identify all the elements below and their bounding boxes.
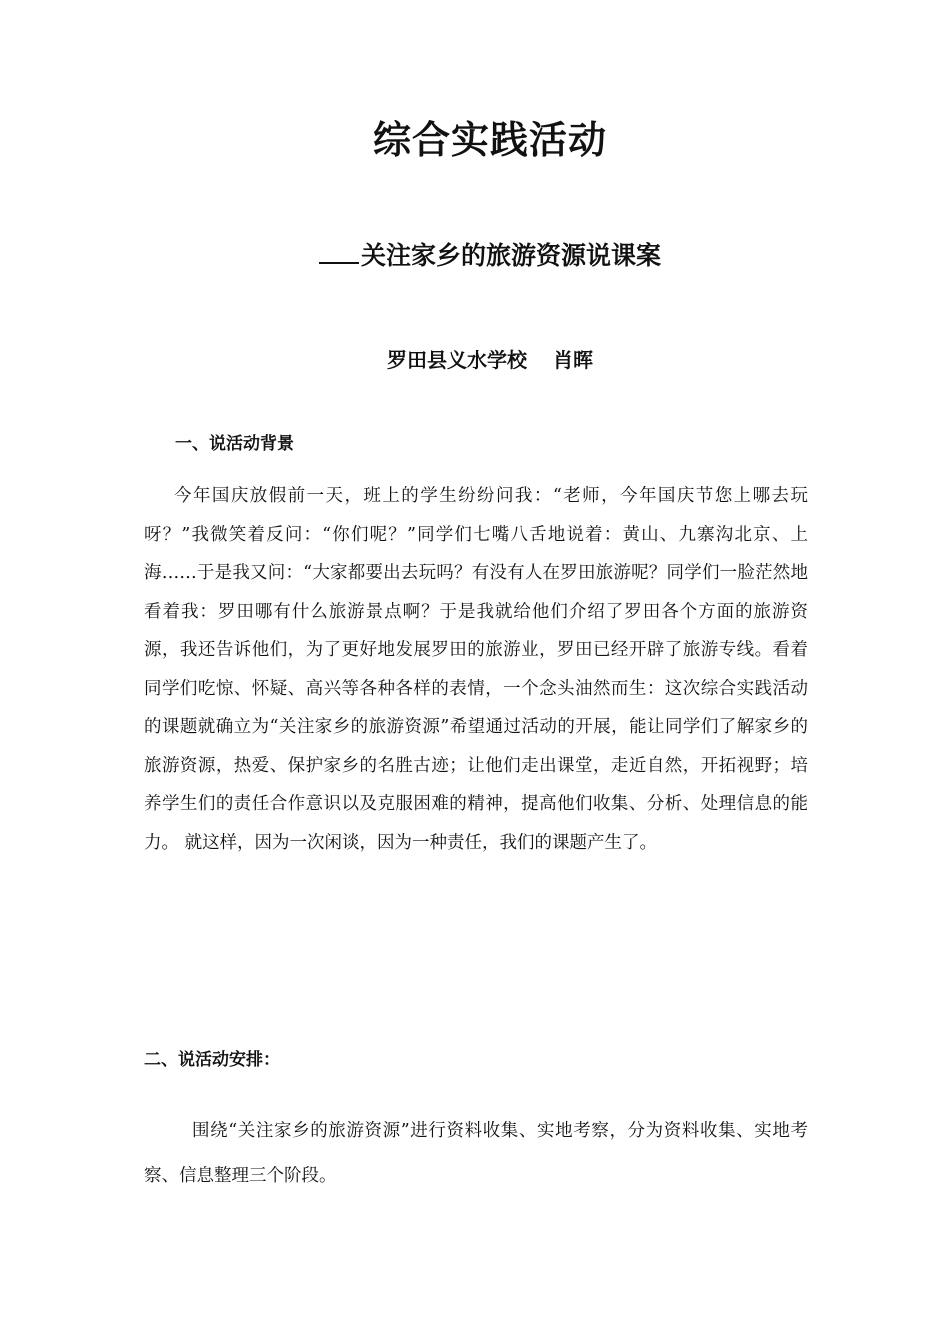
section-heading-background: 一、说活动背景 [175,434,294,454]
author-school: 罗田县义水学校 [387,348,527,372]
subtitle-underline-blank [319,240,359,264]
author-line [0,344,950,376]
subtitle-text: 关注家乡的旅游资源说课案 [360,241,661,270]
author-name: 肖晖 [553,348,593,372]
document-subtitle [0,236,950,276]
section-heading-arrangement: 二、说活动安排： [144,1050,280,1070]
arrangement-paragraph: 围绕“关注家乡的旅游资源”进行资料收集、实地考察，分为资料收集、实地考察、信息整理三个阶段。 [144,1121,808,1186]
document-title: 综合实践活动 [372,118,607,162]
background-paragraph: 今年国庆放假前一天，班上的学生纷纷问我：“老师，今年国庆节您上哪去玩呀？”我微笑着反问：“你们呢？”同学们七嘴八舌地说着：黄山、九寨沟北京、上海……于是我又问：“大家都要出去玩吗？有没有人在罗田旅游呢？同学们一脸茫然地看着我：罗田哪有什么旅游景点啊？于是我就给他们介绍了罗田各个方面的旅游资源，我还告诉他们，为了更好地发展罗田的旅游业，罗田已经开辟了旅游专线。看着同学们吃惊、怀疑、高兴等各种各样的表情，一个念头油然而生：这次综合实践活动的课题就确立为“关注家乡的旅游资源”希望通过活动的开展，能让同学们了解家乡的旅游资源，热爱、保护家乡的名胜古迹；让他们走出课堂，走近自然，开拓视野；培养学生们的责任合作意识以及克服困难的精神，提高他们收集、分析、处理信息的能力。 就这样，因为一次闲谈，因为一种责任，我们的课题产生了。 [144,486,808,853]
